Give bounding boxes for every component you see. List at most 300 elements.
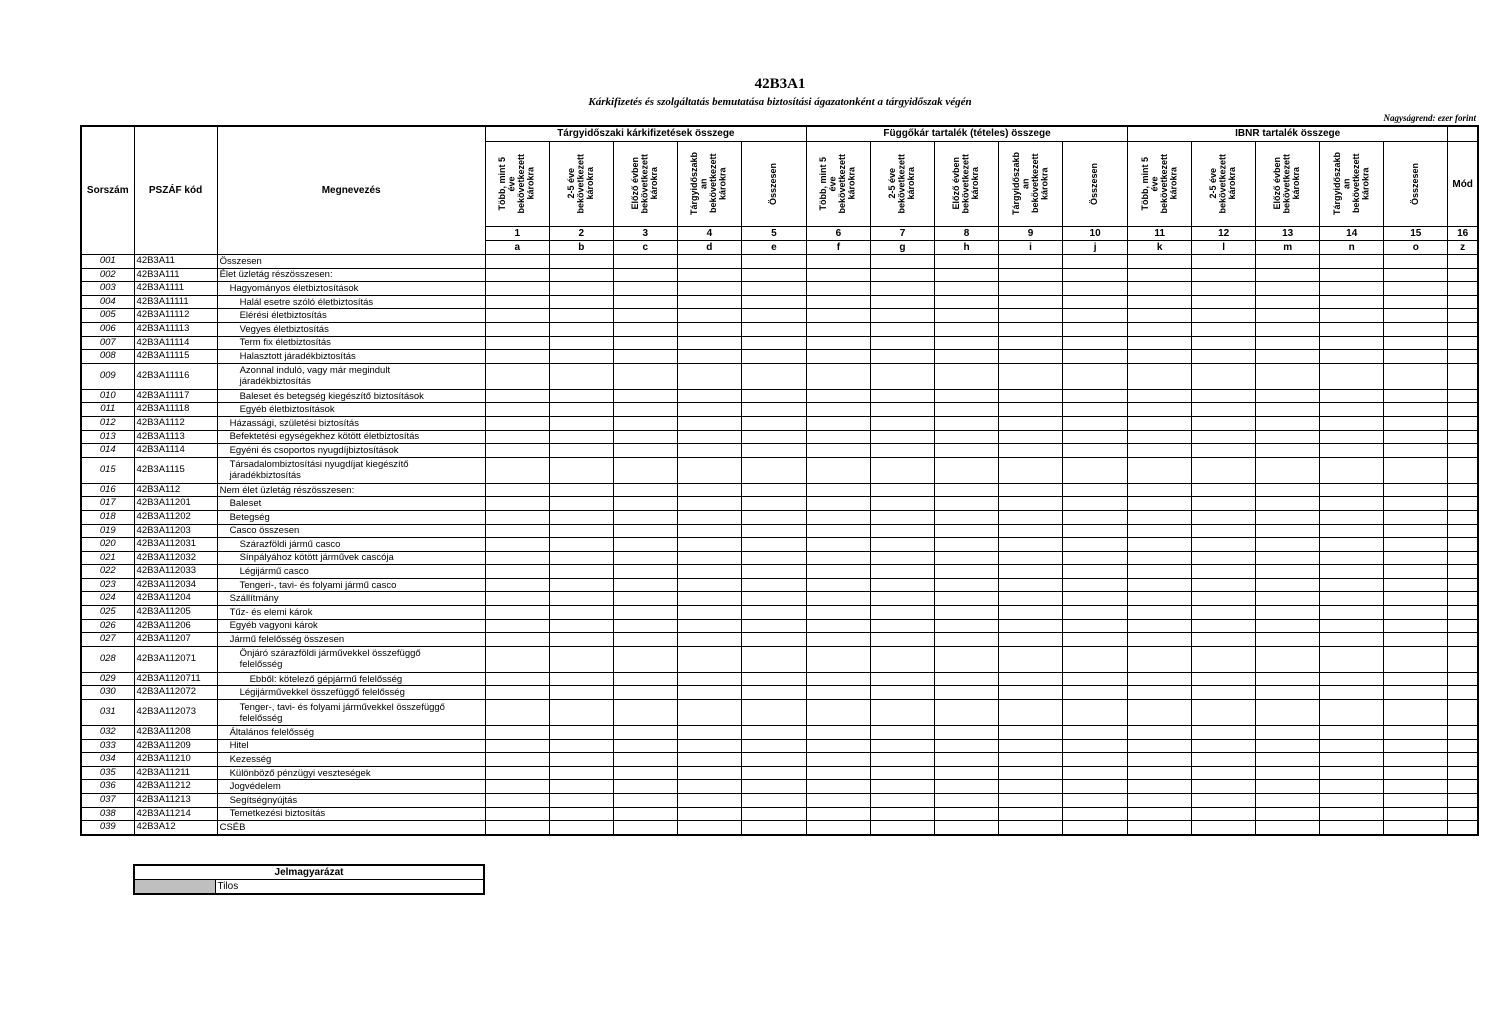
data-cell[interactable] — [870, 322, 934, 336]
data-cell[interactable] — [1448, 363, 1478, 389]
data-cell[interactable] — [1448, 780, 1478, 794]
data-cell[interactable] — [1448, 551, 1478, 565]
data-cell[interactable] — [1256, 444, 1320, 458]
data-cell[interactable] — [1448, 336, 1478, 350]
data-cell[interactable] — [1063, 295, 1128, 309]
data-cell[interactable] — [677, 336, 741, 350]
data-cell[interactable] — [741, 430, 806, 444]
data-cell[interactable] — [677, 821, 741, 835]
data-cell[interactable] — [1063, 403, 1128, 417]
data-cell[interactable] — [806, 457, 870, 483]
data-cell[interactable] — [870, 672, 934, 686]
data-cell[interactable] — [935, 686, 999, 700]
data-cell[interactable] — [806, 686, 870, 700]
data-cell[interactable] — [870, 268, 934, 282]
data-cell[interactable] — [806, 510, 870, 524]
data-cell[interactable] — [806, 268, 870, 282]
data-cell[interactable] — [935, 565, 999, 579]
data-cell[interactable] — [1063, 646, 1128, 672]
data-cell[interactable] — [935, 551, 999, 565]
data-cell[interactable] — [1192, 739, 1256, 753]
data-cell[interactable] — [613, 807, 677, 821]
data-cell[interactable] — [613, 309, 677, 323]
data-cell[interactable] — [806, 807, 870, 821]
data-cell[interactable] — [806, 363, 870, 389]
data-cell[interactable] — [613, 255, 677, 269]
data-cell[interactable] — [870, 606, 934, 620]
data-cell[interactable] — [1448, 282, 1478, 296]
data-cell[interactable] — [1256, 322, 1320, 336]
data-cell[interactable] — [613, 336, 677, 350]
data-cell[interactable] — [1256, 336, 1320, 350]
data-cell[interactable] — [677, 416, 741, 430]
data-cell[interactable] — [1192, 403, 1256, 417]
data-cell[interactable] — [806, 766, 870, 780]
data-cell[interactable] — [549, 403, 613, 417]
data-cell[interactable] — [999, 619, 1063, 633]
data-cell[interactable] — [1256, 686, 1320, 700]
data-cell[interactable] — [1192, 430, 1256, 444]
data-cell[interactable] — [806, 389, 870, 403]
data-cell[interactable] — [1448, 295, 1478, 309]
data-cell[interactable] — [935, 444, 999, 458]
data-cell[interactable] — [677, 524, 741, 538]
data-cell[interactable] — [1384, 538, 1448, 552]
data-cell[interactable] — [1320, 430, 1384, 444]
data-cell[interactable] — [613, 592, 677, 606]
data-cell[interactable] — [806, 700, 870, 726]
data-cell[interactable] — [870, 646, 934, 672]
data-cell[interactable] — [1192, 336, 1256, 350]
data-cell[interactable] — [677, 619, 741, 633]
data-cell[interactable] — [935, 794, 999, 808]
data-cell[interactable] — [1063, 780, 1128, 794]
data-cell[interactable] — [1128, 565, 1192, 579]
data-cell[interactable] — [1320, 726, 1384, 740]
data-cell[interactable] — [1448, 322, 1478, 336]
data-cell[interactable] — [870, 416, 934, 430]
data-cell[interactable] — [1320, 389, 1384, 403]
data-cell[interactable] — [741, 726, 806, 740]
data-cell[interactable] — [1448, 444, 1478, 458]
data-cell[interactable] — [1192, 592, 1256, 606]
data-cell[interactable] — [999, 726, 1063, 740]
data-cell[interactable] — [549, 444, 613, 458]
data-cell[interactable] — [999, 268, 1063, 282]
data-cell[interactable] — [1128, 672, 1192, 686]
data-cell[interactable] — [741, 753, 806, 767]
data-cell[interactable] — [1192, 457, 1256, 483]
data-cell[interactable] — [613, 551, 677, 565]
data-cell[interactable] — [741, 646, 806, 672]
data-cell[interactable] — [1063, 794, 1128, 808]
data-cell[interactable] — [1384, 780, 1448, 794]
data-cell[interactable] — [1256, 295, 1320, 309]
data-cell[interactable] — [1448, 672, 1478, 686]
data-cell[interactable] — [1384, 483, 1448, 497]
data-cell[interactable] — [806, 295, 870, 309]
data-cell[interactable] — [1384, 295, 1448, 309]
data-cell[interactable] — [485, 295, 549, 309]
data-cell[interactable] — [1063, 565, 1128, 579]
data-cell[interactable] — [1256, 807, 1320, 821]
data-cell[interactable] — [1448, 389, 1478, 403]
data-cell[interactable] — [1063, 255, 1128, 269]
data-cell[interactable] — [935, 403, 999, 417]
data-cell[interactable] — [613, 821, 677, 835]
data-cell[interactable] — [549, 619, 613, 633]
data-cell[interactable] — [1256, 282, 1320, 296]
data-cell[interactable] — [1063, 739, 1128, 753]
data-cell[interactable] — [806, 309, 870, 323]
data-cell[interactable] — [806, 524, 870, 538]
data-cell[interactable] — [677, 363, 741, 389]
data-cell[interactable] — [1128, 739, 1192, 753]
data-cell[interactable] — [549, 565, 613, 579]
data-cell[interactable] — [1384, 633, 1448, 647]
data-cell[interactable] — [870, 457, 934, 483]
data-cell[interactable] — [677, 295, 741, 309]
data-cell[interactable] — [1256, 497, 1320, 511]
data-cell[interactable] — [1448, 619, 1478, 633]
data-cell[interactable] — [1320, 510, 1384, 524]
data-cell[interactable] — [485, 672, 549, 686]
data-cell[interactable] — [1192, 753, 1256, 767]
data-cell[interactable] — [999, 322, 1063, 336]
data-cell[interactable] — [549, 633, 613, 647]
data-cell[interactable] — [1128, 686, 1192, 700]
data-cell[interactable] — [999, 430, 1063, 444]
data-cell[interactable] — [806, 403, 870, 417]
data-cell[interactable] — [935, 753, 999, 767]
data-cell[interactable] — [1063, 753, 1128, 767]
data-cell[interactable] — [485, 524, 549, 538]
data-cell[interactable] — [741, 672, 806, 686]
data-cell[interactable] — [549, 726, 613, 740]
data-cell[interactable] — [1128, 403, 1192, 417]
data-cell[interactable] — [935, 646, 999, 672]
data-cell[interactable] — [1320, 821, 1384, 835]
data-cell[interactable] — [1384, 268, 1448, 282]
data-cell[interactable] — [1448, 457, 1478, 483]
data-cell[interactable] — [806, 483, 870, 497]
data-cell[interactable] — [1256, 633, 1320, 647]
data-cell[interactable] — [999, 457, 1063, 483]
data-cell[interactable] — [1128, 336, 1192, 350]
data-cell[interactable] — [806, 578, 870, 592]
data-cell[interactable] — [1128, 700, 1192, 726]
data-cell[interactable] — [1128, 497, 1192, 511]
data-cell[interactable] — [806, 739, 870, 753]
data-cell[interactable] — [1256, 592, 1320, 606]
data-cell[interactable] — [485, 268, 549, 282]
data-cell[interactable] — [870, 780, 934, 794]
data-cell[interactable] — [1320, 255, 1384, 269]
data-cell[interactable] — [1448, 753, 1478, 767]
data-cell[interactable] — [1128, 807, 1192, 821]
data-cell[interactable] — [935, 255, 999, 269]
data-cell[interactable] — [549, 255, 613, 269]
data-cell[interactable] — [999, 794, 1063, 808]
data-cell[interactable] — [1384, 592, 1448, 606]
data-cell[interactable] — [870, 794, 934, 808]
data-cell[interactable] — [485, 483, 549, 497]
data-cell[interactable] — [806, 646, 870, 672]
data-cell[interactable] — [1256, 821, 1320, 835]
data-cell[interactable] — [935, 821, 999, 835]
data-cell[interactable] — [549, 686, 613, 700]
data-cell[interactable] — [677, 510, 741, 524]
data-cell[interactable] — [1192, 700, 1256, 726]
data-cell[interactable] — [935, 497, 999, 511]
data-cell[interactable] — [741, 780, 806, 794]
data-cell[interactable] — [1320, 416, 1384, 430]
data-cell[interactable] — [999, 739, 1063, 753]
data-cell[interactable] — [1128, 255, 1192, 269]
data-cell[interactable] — [935, 510, 999, 524]
data-cell[interactable] — [1192, 821, 1256, 835]
data-cell[interactable] — [1063, 578, 1128, 592]
data-cell[interactable] — [549, 739, 613, 753]
data-cell[interactable] — [1063, 444, 1128, 458]
data-cell[interactable] — [870, 497, 934, 511]
data-cell[interactable] — [1063, 483, 1128, 497]
data-cell[interactable] — [1192, 578, 1256, 592]
data-cell[interactable] — [549, 807, 613, 821]
data-cell[interactable] — [806, 606, 870, 620]
data-cell[interactable] — [1448, 255, 1478, 269]
data-cell[interactable] — [677, 322, 741, 336]
data-cell[interactable] — [741, 295, 806, 309]
data-cell[interactable] — [1256, 565, 1320, 579]
data-cell[interactable] — [1128, 753, 1192, 767]
data-cell[interactable] — [1192, 726, 1256, 740]
data-cell[interactable] — [613, 403, 677, 417]
data-cell[interactable] — [1448, 538, 1478, 552]
data-cell[interactable] — [806, 565, 870, 579]
data-cell[interactable] — [549, 268, 613, 282]
data-cell[interactable] — [1320, 780, 1384, 794]
data-cell[interactable] — [677, 268, 741, 282]
data-cell[interactable] — [1128, 309, 1192, 323]
data-cell[interactable] — [806, 444, 870, 458]
data-cell[interactable] — [1256, 794, 1320, 808]
data-cell[interactable] — [1384, 565, 1448, 579]
data-cell[interactable] — [1448, 497, 1478, 511]
data-cell[interactable] — [999, 578, 1063, 592]
data-cell[interactable] — [1320, 606, 1384, 620]
data-cell[interactable] — [1192, 309, 1256, 323]
data-cell[interactable] — [999, 336, 1063, 350]
data-cell[interactable] — [1256, 457, 1320, 483]
data-cell[interactable] — [935, 363, 999, 389]
data-cell[interactable] — [999, 510, 1063, 524]
data-cell[interactable] — [613, 726, 677, 740]
data-cell[interactable] — [1128, 282, 1192, 296]
data-cell[interactable] — [1320, 268, 1384, 282]
data-cell[interactable] — [677, 255, 741, 269]
data-cell[interactable] — [677, 551, 741, 565]
data-cell[interactable] — [935, 619, 999, 633]
data-cell[interactable] — [1063, 497, 1128, 511]
data-cell[interactable] — [870, 430, 934, 444]
data-cell[interactable] — [1320, 672, 1384, 686]
data-cell[interactable] — [741, 807, 806, 821]
data-cell[interactable] — [677, 389, 741, 403]
data-cell[interactable] — [1192, 538, 1256, 552]
data-cell[interactable] — [549, 753, 613, 767]
data-cell[interactable] — [549, 524, 613, 538]
data-cell[interactable] — [677, 497, 741, 511]
data-cell[interactable] — [485, 726, 549, 740]
data-cell[interactable] — [1384, 646, 1448, 672]
data-cell[interactable] — [1320, 633, 1384, 647]
data-cell[interactable] — [677, 282, 741, 296]
data-cell[interactable] — [485, 350, 549, 364]
data-cell[interactable] — [485, 551, 549, 565]
data-cell[interactable] — [1448, 726, 1478, 740]
data-cell[interactable] — [549, 672, 613, 686]
data-cell[interactable] — [549, 606, 613, 620]
data-cell[interactable] — [999, 282, 1063, 296]
data-cell[interactable] — [935, 309, 999, 323]
data-cell[interactable] — [613, 686, 677, 700]
data-cell[interactable] — [1256, 416, 1320, 430]
data-cell[interactable] — [999, 350, 1063, 364]
data-cell[interactable] — [806, 538, 870, 552]
data-cell[interactable] — [1128, 483, 1192, 497]
data-cell[interactable] — [1320, 309, 1384, 323]
data-cell[interactable] — [1448, 309, 1478, 323]
data-cell[interactable] — [935, 430, 999, 444]
data-cell[interactable] — [806, 821, 870, 835]
data-cell[interactable] — [549, 497, 613, 511]
data-cell[interactable] — [999, 389, 1063, 403]
data-cell[interactable] — [1063, 430, 1128, 444]
data-cell[interactable] — [613, 363, 677, 389]
data-cell[interactable] — [741, 565, 806, 579]
data-cell[interactable] — [677, 646, 741, 672]
data-cell[interactable] — [741, 700, 806, 726]
data-cell[interactable] — [1063, 416, 1128, 430]
data-cell[interactable] — [613, 565, 677, 579]
data-cell[interactable] — [1256, 606, 1320, 620]
data-cell[interactable] — [935, 336, 999, 350]
data-cell[interactable] — [935, 268, 999, 282]
data-cell[interactable] — [1063, 322, 1128, 336]
data-cell[interactable] — [485, 309, 549, 323]
data-cell[interactable] — [613, 389, 677, 403]
data-cell[interactable] — [741, 510, 806, 524]
data-cell[interactable] — [1128, 619, 1192, 633]
data-cell[interactable] — [1320, 295, 1384, 309]
data-cell[interactable] — [806, 672, 870, 686]
data-cell[interactable] — [613, 753, 677, 767]
data-cell[interactable] — [1384, 322, 1448, 336]
data-cell[interactable] — [1256, 524, 1320, 538]
data-cell[interactable] — [1192, 268, 1256, 282]
data-cell[interactable] — [1320, 282, 1384, 296]
data-cell[interactable] — [1384, 686, 1448, 700]
data-cell[interactable] — [870, 821, 934, 835]
data-cell[interactable] — [1128, 633, 1192, 647]
data-cell[interactable] — [613, 483, 677, 497]
data-cell[interactable] — [935, 578, 999, 592]
data-cell[interactable] — [1256, 672, 1320, 686]
data-cell[interactable] — [613, 606, 677, 620]
data-cell[interactable] — [806, 430, 870, 444]
data-cell[interactable] — [870, 578, 934, 592]
data-cell[interactable] — [485, 336, 549, 350]
data-cell[interactable] — [613, 282, 677, 296]
data-cell[interactable] — [999, 565, 1063, 579]
data-cell[interactable] — [870, 363, 934, 389]
data-cell[interactable] — [1063, 363, 1128, 389]
data-cell[interactable] — [999, 807, 1063, 821]
data-cell[interactable] — [999, 633, 1063, 647]
data-cell[interactable] — [999, 403, 1063, 417]
data-cell[interactable] — [1448, 592, 1478, 606]
data-cell[interactable] — [1192, 363, 1256, 389]
data-cell[interactable] — [1256, 483, 1320, 497]
data-cell[interactable] — [935, 538, 999, 552]
data-cell[interactable] — [1192, 646, 1256, 672]
data-cell[interactable] — [935, 633, 999, 647]
data-cell[interactable] — [935, 739, 999, 753]
data-cell[interactable] — [806, 336, 870, 350]
data-cell[interactable] — [806, 753, 870, 767]
data-cell[interactable] — [1320, 363, 1384, 389]
data-cell[interactable] — [935, 807, 999, 821]
data-cell[interactable] — [485, 821, 549, 835]
data-cell[interactable] — [485, 646, 549, 672]
data-cell[interactable] — [741, 686, 806, 700]
data-cell[interactable] — [549, 416, 613, 430]
data-cell[interactable] — [613, 646, 677, 672]
data-cell[interactable] — [1063, 336, 1128, 350]
data-cell[interactable] — [1256, 700, 1320, 726]
data-cell[interactable] — [677, 350, 741, 364]
data-cell[interactable] — [1256, 403, 1320, 417]
data-cell[interactable] — [870, 686, 934, 700]
data-cell[interactable] — [1320, 592, 1384, 606]
data-cell[interactable] — [999, 309, 1063, 323]
data-cell[interactable] — [741, 578, 806, 592]
data-cell[interactable] — [1192, 524, 1256, 538]
data-cell[interactable] — [741, 416, 806, 430]
data-cell[interactable] — [1384, 430, 1448, 444]
data-cell[interactable] — [935, 780, 999, 794]
data-cell[interactable] — [1063, 726, 1128, 740]
data-cell[interactable] — [935, 592, 999, 606]
data-cell[interactable] — [549, 821, 613, 835]
data-cell[interactable] — [999, 363, 1063, 389]
data-cell[interactable] — [1256, 255, 1320, 269]
data-cell[interactable] — [806, 497, 870, 511]
data-cell[interactable] — [1063, 309, 1128, 323]
data-cell[interactable] — [1384, 457, 1448, 483]
data-cell[interactable] — [999, 700, 1063, 726]
data-cell[interactable] — [485, 565, 549, 579]
data-cell[interactable] — [549, 700, 613, 726]
data-cell[interactable] — [613, 510, 677, 524]
data-cell[interactable] — [1192, 766, 1256, 780]
data-cell[interactable] — [1448, 416, 1478, 430]
data-cell[interactable] — [485, 753, 549, 767]
data-cell[interactable] — [741, 282, 806, 296]
data-cell[interactable] — [806, 350, 870, 364]
data-cell[interactable] — [1256, 578, 1320, 592]
